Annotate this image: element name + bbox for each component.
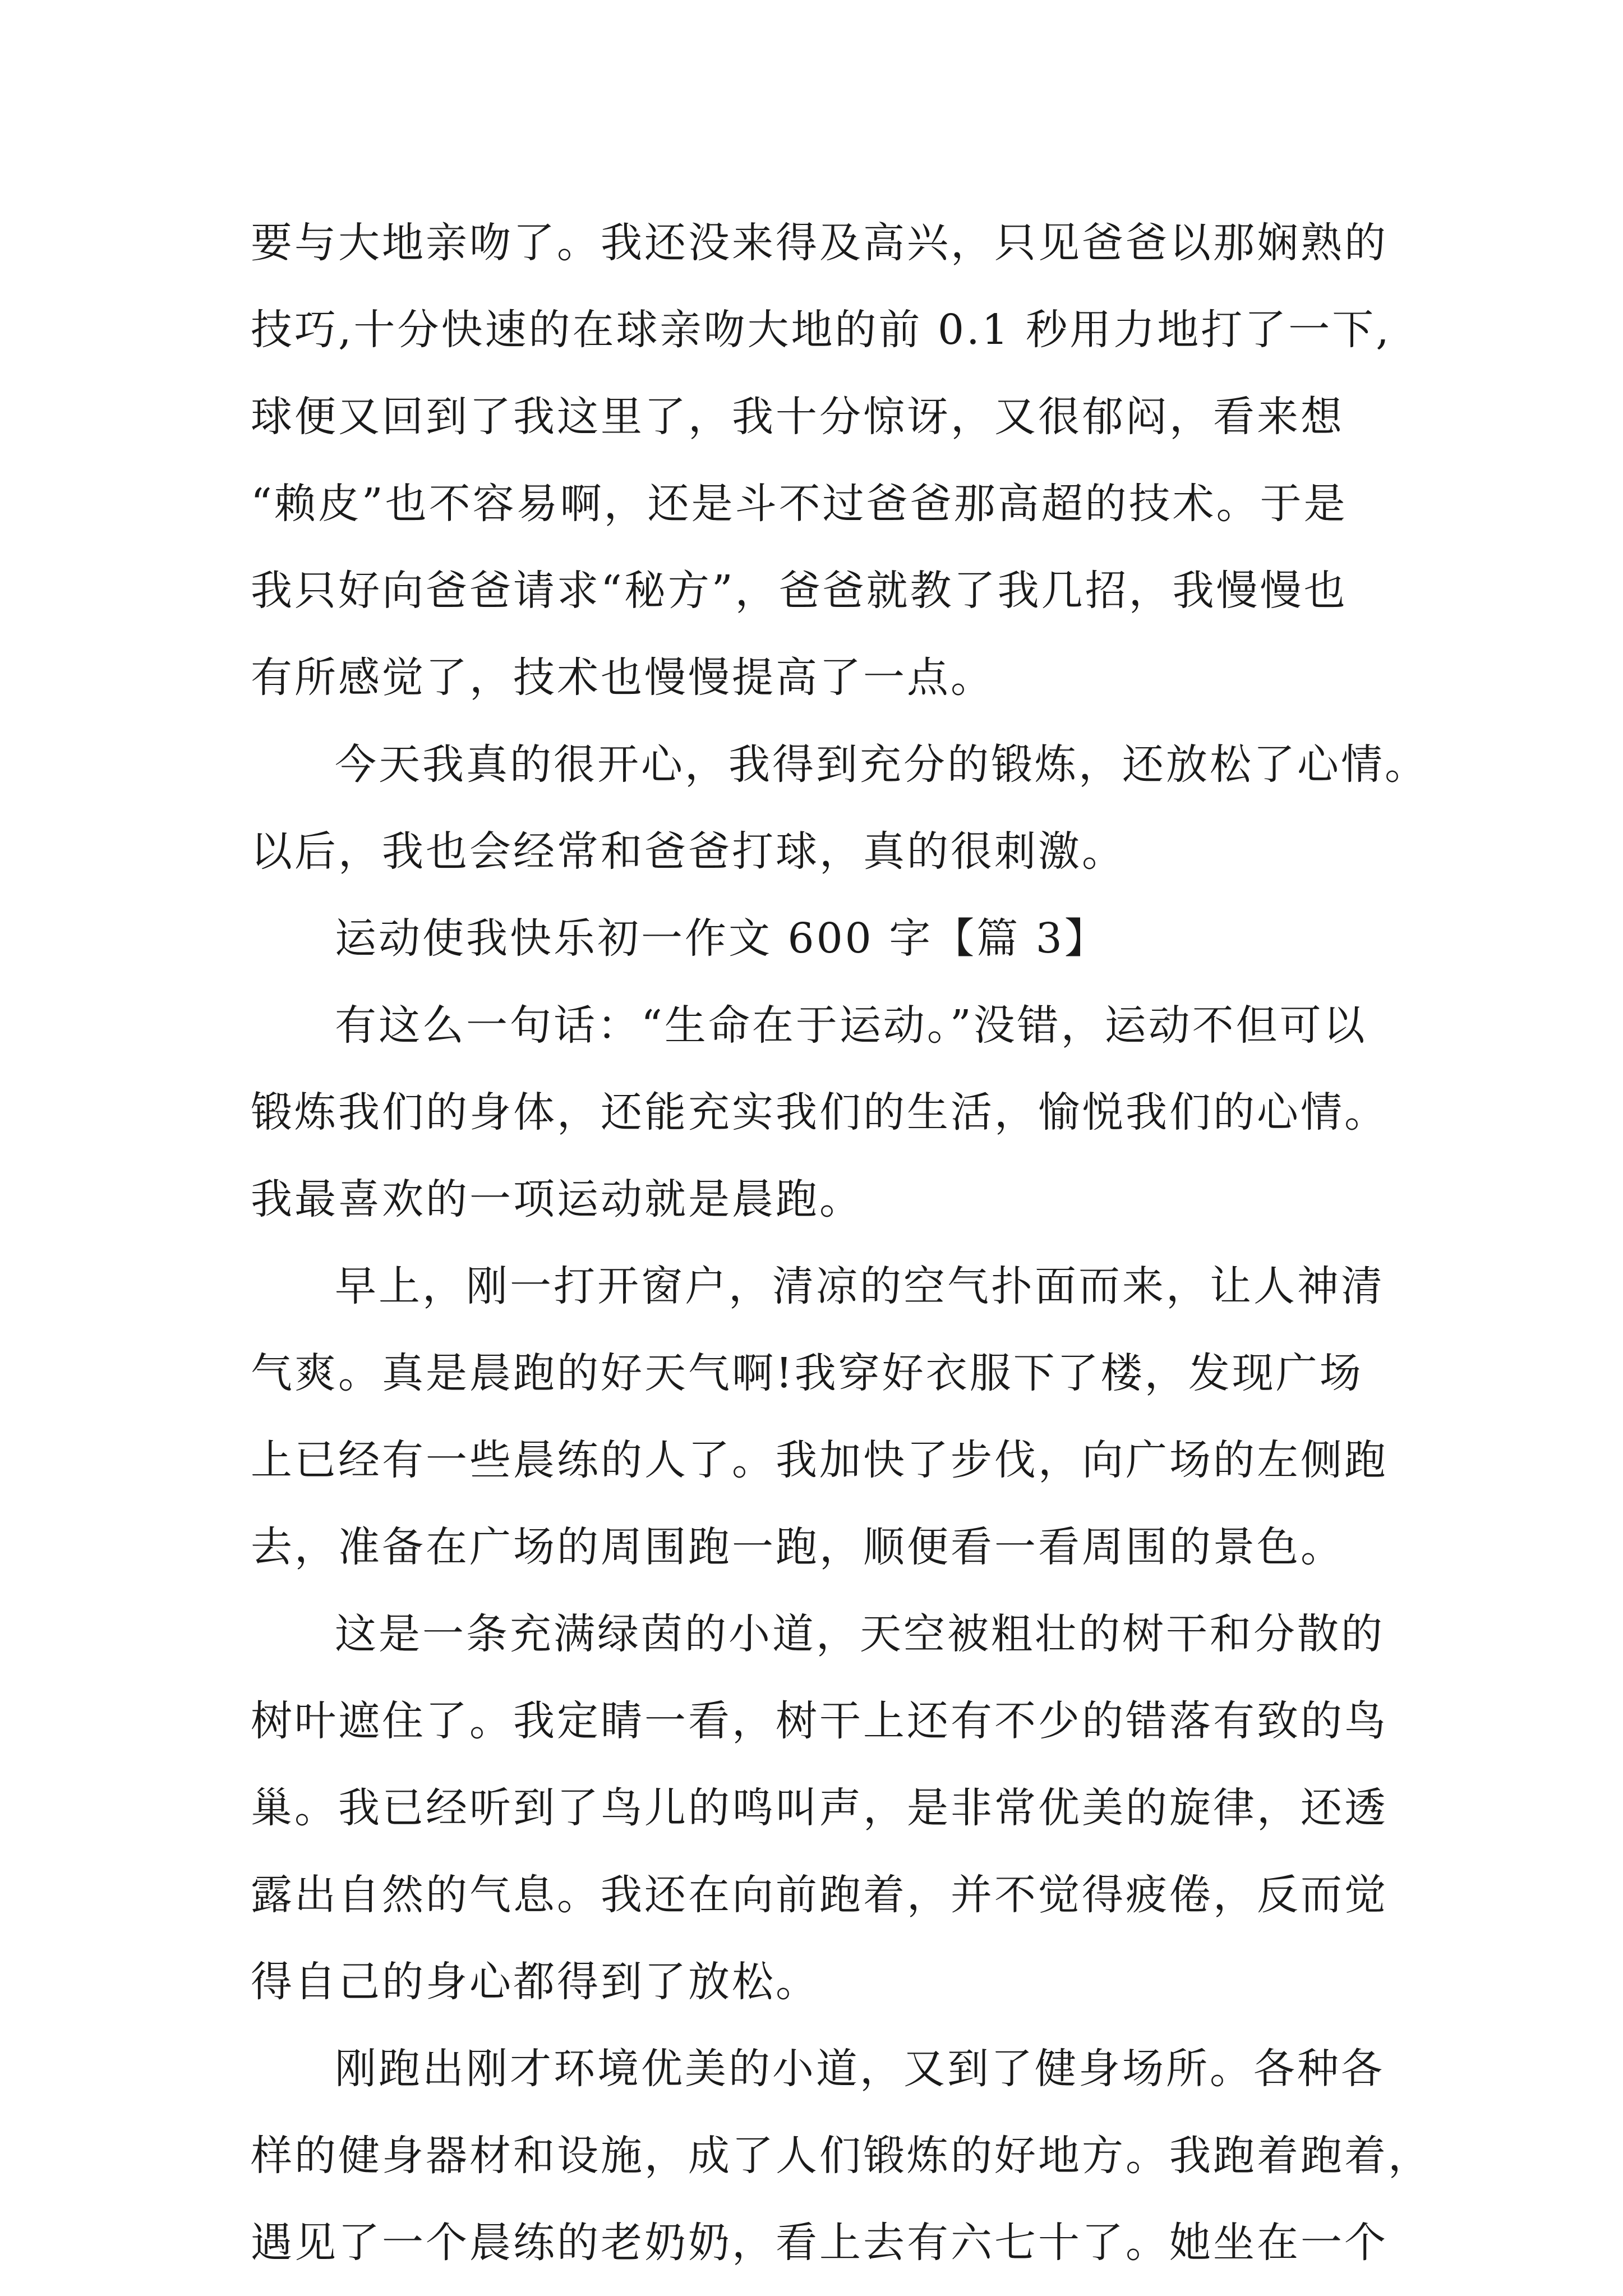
body-text: [251, 200, 1432, 2286]
text-line: 锻炼我们的身体，还能充实我们的生活，愉悦我们的心情。: [251, 1088, 1388, 1137]
paragraph-first-line: 今天我真的很开心，我得到充分的锻炼，还放松了心情。: [335, 740, 1428, 789]
text-line: 树叶遮住了。我定睛一看，树干上还有不少的错落有致的鸟: [251, 1697, 1388, 1745]
paragraph-first-line: 刚跑出刚才环境优美的小道，又到了健身场所。各种各: [335, 2045, 1385, 2093]
text-line: 有所感觉了，技术也慢慢提高了一点。: [251, 654, 994, 702]
text-line: 样的健身器材和设施，成了人们锻炼的好地方。我跑着跑着，: [251, 2132, 1432, 2180]
text-line: 得自己的身心都得到了放松。: [251, 1958, 819, 2006]
text-line: 我最喜欢的一项运动就是晨跑。: [251, 1175, 863, 1223]
text-line: 上已经有一些晨练的人了。我加快了步伐，向广场的左侧跑: [251, 1436, 1388, 1484]
text-line: 球便又回到了我这里了，我十分惊讶，又很郁闷，看来想: [251, 393, 1344, 441]
text-line: 技巧,十分快速的在球亲吻大地的前 0.1 秒用力地打了一下,: [251, 306, 1391, 354]
paragraph-first-line: 这是一条充满绿茵的小道，天空被粗壮的树干和分散的: [335, 1610, 1385, 1658]
text-line: 以后，我也会经常和爸爸打球，真的很刺激。: [251, 827, 1126, 876]
paragraph-first-line: 早上，刚一打开窗户，清凉的空气扑面而来，让人神清: [335, 1262, 1385, 1310]
text-line: “赖皮”也不容易啊，还是斗不过爸爸那高超的技术。于是: [251, 480, 1348, 528]
text-line: 气爽。真是晨跑的好天气啊!我穿好衣服下了楼，发现广场: [251, 1349, 1363, 1397]
paragraph-first-line: 有这么一句话：“生命在于运动。”没错，运动不但可以: [335, 1001, 1367, 1050]
text-line: 遇见了一个晨练的老奶奶，看上去有六七十了。她坐在一个: [251, 2219, 1388, 2267]
text-line: 露出自然的气息。我还在向前跑着，并不觉得疲倦，反而觉: [251, 1871, 1388, 1919]
section-heading: 运动使我快乐初一作文 600 字【篇 3】: [335, 914, 1108, 963]
text-line: 巢。我已经听到了鸟儿的鸣叫声，是非常优美的旋律，还透: [251, 1784, 1388, 1832]
text-line: 我只好向爸爸请求“秘方”，爸爸就教了我几招，我慢慢也: [251, 567, 1348, 615]
text-line: 去，准备在广场的周围跑一跑，顺便看一看周围的景色。: [251, 1523, 1344, 1571]
text-line: 要与大地亲吻了。我还没来得及高兴，只见爸爸以那娴熟的: [251, 219, 1388, 267]
